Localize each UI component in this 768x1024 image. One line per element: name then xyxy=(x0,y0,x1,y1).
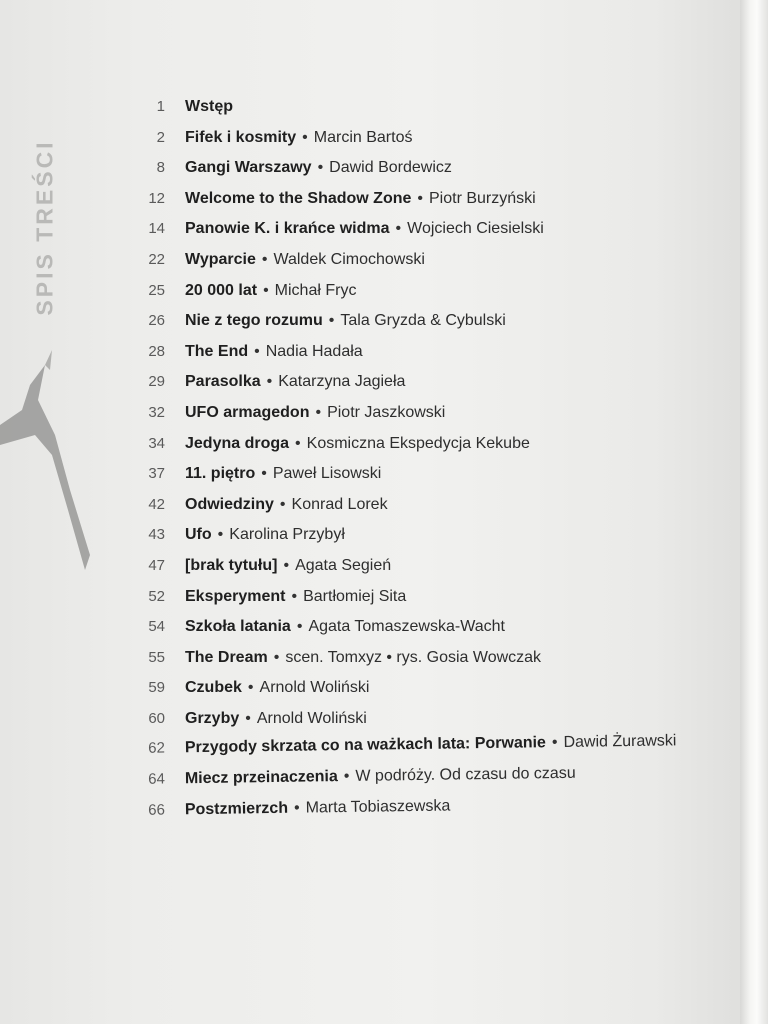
toc-entry xyxy=(130,251,730,282)
toc-title: Eksperyment xyxy=(185,587,286,605)
toc-entry xyxy=(130,649,730,680)
toc-author: Dawid Żurawski xyxy=(563,732,677,752)
toc-separator: • xyxy=(266,373,273,391)
toc-page-number: 66 xyxy=(148,801,166,819)
toc-page-number: 60 xyxy=(148,709,165,727)
toc-entry xyxy=(130,435,730,466)
toc-title: 11. piętro xyxy=(185,465,256,483)
toc-separator: • xyxy=(296,618,303,636)
toc-separator: • xyxy=(551,734,558,752)
toc-separator: • xyxy=(395,220,402,238)
toc-entry xyxy=(130,679,730,710)
toc-entry xyxy=(130,404,730,435)
toc-page-number: 25 xyxy=(148,281,165,299)
toc-title: Parasolka xyxy=(185,373,261,391)
toc-title: Miecz przeinaczenia xyxy=(184,768,338,788)
toc-page-number: 55 xyxy=(148,648,165,666)
toc-entry xyxy=(130,496,730,527)
toc-author: Nadia Hadała xyxy=(265,342,363,360)
toc-page-number: 54 xyxy=(148,618,165,636)
toc-entry xyxy=(130,312,730,343)
toc-entry xyxy=(130,526,730,557)
toc-author: Dawid Bordewicz xyxy=(329,159,452,177)
section-label-text: SPIS TREŚCI xyxy=(31,139,58,316)
toc-title: Przygody skrzata co na ważkach lata: Porwanie xyxy=(184,734,547,757)
toc-entry xyxy=(130,343,730,374)
toc-title: Panowie K. i krańce widma xyxy=(185,220,390,238)
toc-entry xyxy=(130,465,730,496)
toc-author: Arnold Woliński xyxy=(259,679,370,697)
toc-title: UFO armagedon xyxy=(185,403,310,421)
toc-separator: • xyxy=(261,250,268,268)
toc-entry xyxy=(130,190,730,221)
toc-author: Katarzyna Jagieła xyxy=(278,373,406,391)
toc-page-number: 32 xyxy=(148,403,165,421)
toc-separator: • xyxy=(261,465,267,483)
toc-entry xyxy=(130,557,730,588)
toc-page-number: 22 xyxy=(148,250,165,268)
toc-author: Tala Gryzda & Cybulski xyxy=(340,312,506,330)
table-of-contents xyxy=(130,98,730,832)
toc-author: Piotr Jaszkowski xyxy=(327,403,446,421)
toc-title: Welcome to the Shadow Zone xyxy=(185,189,412,207)
toc-author: Konrad Lorek xyxy=(291,495,388,513)
toc-separator: • xyxy=(343,767,350,786)
toc-separator: • xyxy=(217,526,224,544)
toc-author: Kosmiczna Ekspedycja Kekube xyxy=(306,434,530,452)
toc-page-number: 52 xyxy=(148,587,165,605)
toc-title: Fifek i kosmity xyxy=(185,128,297,146)
toc-separator: • xyxy=(291,587,298,605)
toc-author: Marta Tobiaszewska xyxy=(305,797,451,817)
page-edge xyxy=(740,0,768,1024)
toc-title: [brak tytułu] xyxy=(185,556,278,574)
toc-author: Bartłomiej Sita xyxy=(303,587,407,605)
toc-title: Odwiedziny xyxy=(185,495,274,513)
toc-separator: • xyxy=(279,495,286,513)
toc-separator: • xyxy=(247,679,254,697)
crack-decoration xyxy=(0,340,100,580)
toc-separator: • xyxy=(295,434,301,452)
toc-title: Nie z tego rozumu xyxy=(185,312,323,330)
toc-entry xyxy=(130,220,730,251)
toc-author: Arnold Woliński xyxy=(256,709,367,727)
toc-page-number: 59 xyxy=(148,679,165,697)
toc-separator: • xyxy=(263,281,269,299)
toc-author: Waldek Cimochowski xyxy=(273,250,425,268)
toc-page-number: 14 xyxy=(148,220,165,238)
toc-title: The End xyxy=(185,342,249,360)
toc-page-number: 12 xyxy=(148,189,165,207)
toc-page-number: 8 xyxy=(156,159,165,177)
toc-title: 20 000 lat xyxy=(185,281,258,299)
toc-page-number: 26 xyxy=(148,312,165,330)
toc-entry xyxy=(130,129,730,160)
toc-separator: • xyxy=(293,799,300,817)
toc-entry xyxy=(130,159,730,190)
toc-page-number: 29 xyxy=(148,373,165,391)
toc-title: Czubek xyxy=(185,679,242,697)
toc-author: Wojciech Ciesielski xyxy=(407,220,544,238)
toc-title: Postzmierzch xyxy=(184,799,289,818)
toc-title: Ufo xyxy=(185,526,212,544)
toc-page-number: 64 xyxy=(148,770,166,788)
toc-author: Agata Tomaszewska-Wacht xyxy=(308,618,505,636)
toc-page-number: 1 xyxy=(156,98,165,115)
toc-title: The Dream xyxy=(185,648,268,666)
toc-separator: • xyxy=(273,648,280,666)
toc-page-number: 34 xyxy=(148,434,165,452)
toc-page-number: 47 xyxy=(148,556,165,574)
toc-page-number: 28 xyxy=(148,342,165,360)
toc-separator: • xyxy=(302,128,308,146)
toc-page-number: 42 xyxy=(148,495,165,513)
toc-author: Karolina Przybył xyxy=(229,526,345,544)
toc-author: scen. Tomxyz • rys. Gosia Wowczak xyxy=(285,648,542,666)
toc-page-number: 62 xyxy=(148,739,166,758)
toc-separator: • xyxy=(315,403,322,421)
toc-entry xyxy=(130,98,730,129)
toc-author: W podróży. Od czasu do czasu xyxy=(355,764,576,785)
toc-title: Grzyby xyxy=(185,709,240,727)
section-label xyxy=(25,120,65,335)
toc-separator: • xyxy=(245,709,251,727)
toc-author: Paweł Lisowski xyxy=(272,465,382,483)
toc-separator: • xyxy=(417,189,423,207)
toc-author: Piotr Burzyński xyxy=(429,189,536,207)
toc-title: Jedyna droga xyxy=(185,434,290,452)
toc-title: Gangi Warszawy xyxy=(185,159,312,177)
toc-title: Wyparcie xyxy=(185,250,256,268)
toc-entry xyxy=(130,618,730,649)
toc-title: Szkoła latania xyxy=(185,618,291,636)
toc-entry xyxy=(130,373,730,404)
toc-page-number: 43 xyxy=(148,526,165,544)
toc-entry xyxy=(130,282,730,313)
toc-separator: • xyxy=(328,312,335,330)
toc-author: Agata Segień xyxy=(295,556,392,574)
toc-separator: • xyxy=(283,556,290,574)
toc-separator: • xyxy=(317,159,324,177)
toc-separator: • xyxy=(254,342,260,360)
toc-page-number: 37 xyxy=(148,465,165,483)
toc-author: Marcin Bartoś xyxy=(313,128,413,146)
toc-author: Michał Fryc xyxy=(274,281,357,299)
toc-entry xyxy=(130,588,730,619)
toc-title: Wstęp xyxy=(185,98,233,115)
toc-page-number: 2 xyxy=(156,128,165,146)
